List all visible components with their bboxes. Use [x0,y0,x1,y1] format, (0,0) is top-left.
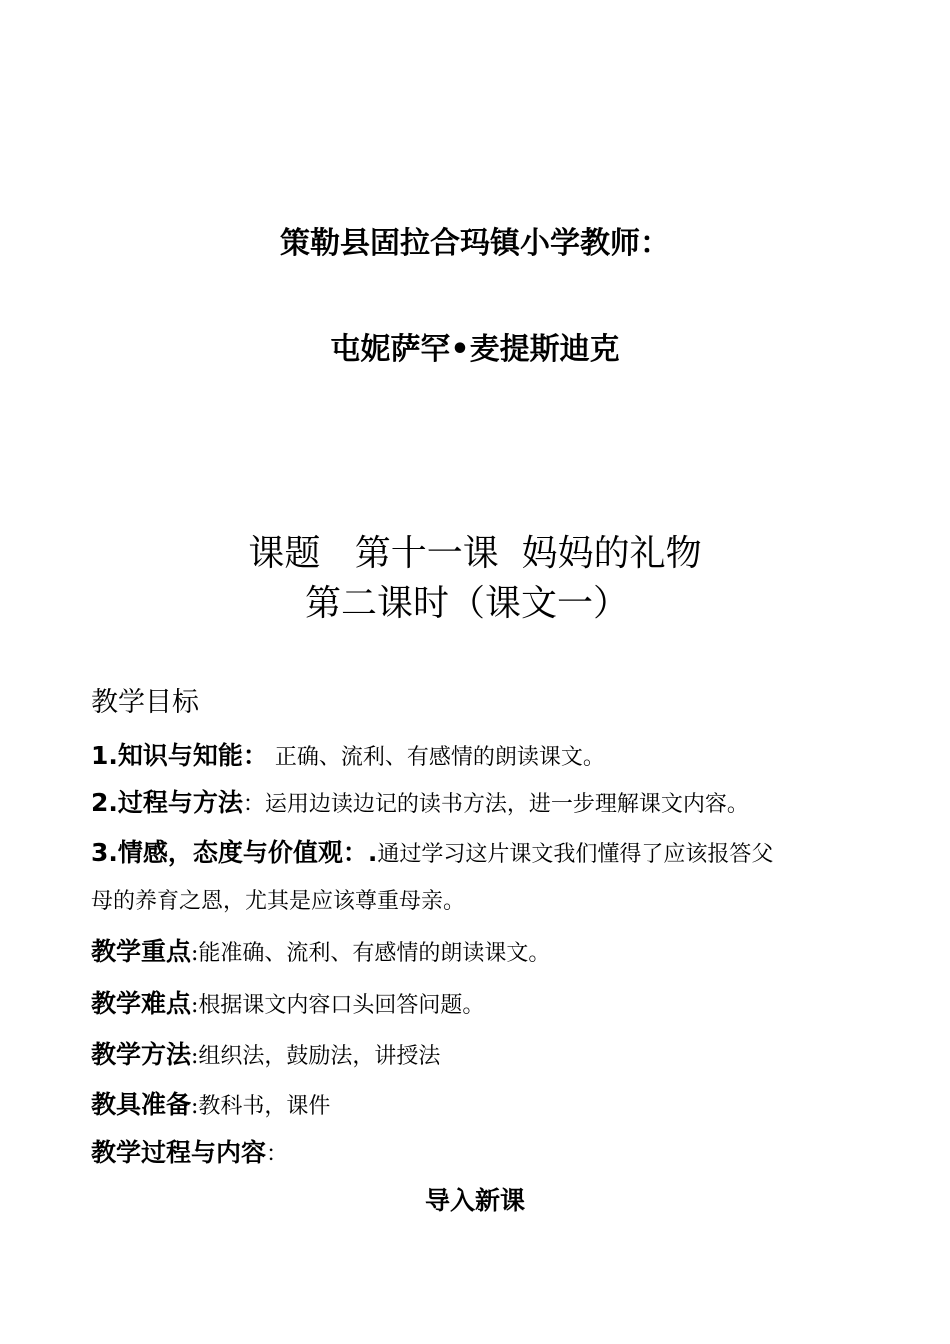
objective-knowledge [91,736,871,779]
objective-label: 3.情感，态度与价值观：. [91,838,378,867]
detail-text: :组织法，鼓励法，讲授法 [191,1044,441,1069]
objective-text-continued: 母的养育之恩，尤其是应该尊重母亲。 [91,889,466,914]
objective-process [91,783,871,826]
detail-text: :教科书，课件 [191,1094,331,1119]
objective-emotion-continuation [91,882,871,923]
lesson-title: 课题 第十一课 妈妈的礼物 [248,533,702,574]
lesson-period: 第二课时（课文一） [304,583,629,624]
school-line: 策勒县固拉合玛镇小学教师： [280,226,670,261]
detail-process [91,1133,871,1176]
detail-label: 教学重点 [91,937,192,966]
detail-methods [91,1035,871,1078]
objective-text: 正确、流利、有感情的朗读课文。 [267,745,605,770]
detail-text: :根据课文内容口头回答问题。 [191,993,485,1018]
detail-text: ： [266,1142,289,1167]
detail-label: 教具准备 [91,1090,192,1119]
objective-label: 2.过程与方法 [91,788,243,817]
objective-label: 1.知识与知能： [91,741,268,770]
detail-materials [91,1085,871,1128]
teacher-name: 屯妮萨罕•麦提斯迪克 [330,332,620,367]
section-title: 导入新课 [424,1186,525,1215]
detail-label: 教学难点 [91,989,192,1018]
detail-label: 教学过程与内容 [91,1138,267,1167]
objective-emotion [91,833,871,876]
objective-text: 通过学习这片课文我们懂得了应该报答父 [377,842,774,867]
detail-text: :能准确、流利、有感情的朗读课文。 [191,941,551,966]
detail-key-points [91,932,871,975]
objectives-heading: 教学目标 [91,687,199,718]
detail-difficulties [91,984,871,1027]
detail-label: 教学方法 [91,1040,192,1069]
objective-text: ：运用边读边记的读书方法，进一步理解课文内容。 [242,792,749,817]
